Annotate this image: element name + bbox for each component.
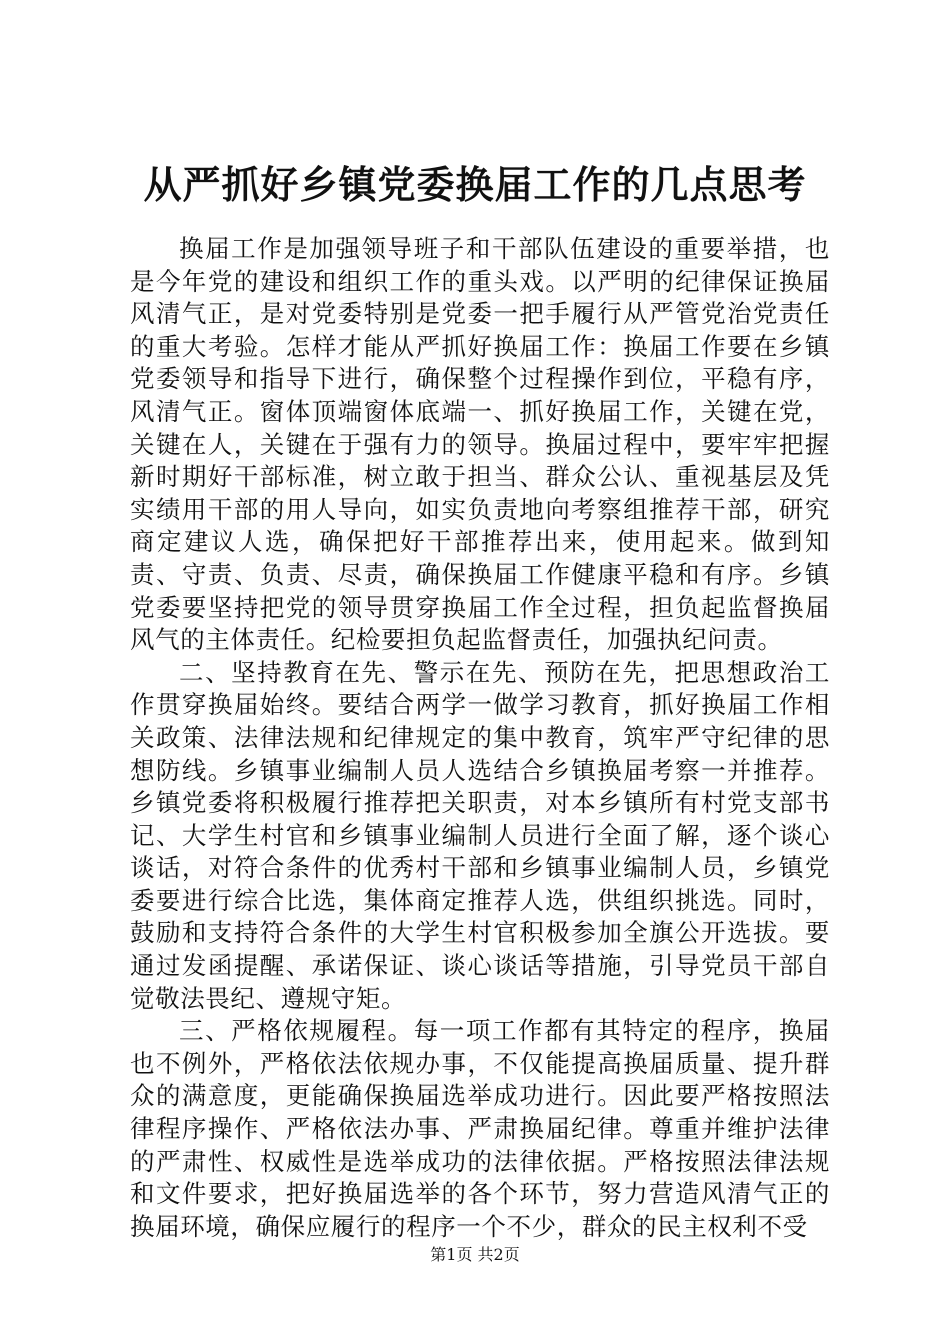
paragraph: 三、严格依规履程。每一项工作都有其特定的程序，换届也不例外，严格依法依规办事，不仅能提高换届质量、提升群众的满意度，更能确保换届选举成功进行。因此要严格按照法律程序操作、严格依法办事、严肃换届纪律。尊重并维护法律的严肃性、权威性是选举成功的法律依据。严格按照法律法规和文件要求，把好换届选举的各个环节，努力营造风清气正的换届环境，确保应履行的程序一个不少，群众的民主权利不受 (130, 1016, 830, 1241)
document-title: 从严抓好乡镇党委换届工作的几点思考 (143, 162, 807, 207)
paragraph: 换届工作是加强领导班子和干部队伍建设的重要举措，也是今年党的建设和组织工作的重头戏。以严明的纪律保证换届风清气正，是对党委特别是党委一把手履行从严管党治党责任的重大考验。怎样才能从严抓好换届工作：换届工作要在乡镇党委领导和指导下进行，确保整个过程操作到位，平稳有序，风清气正。窗体顶端窗体底端一、抓好换届工作，关键在党，关键在人，关键在于强有力的领导。换届过程中，要牢牢把握新时期好干部标准，树立敢于担当、群众公认、重视基层及凭实绩用干部的用人导向，如实负责地向考察组推荐干部，研究商定建议人选，确保把好干部推荐出来，使用起来。做到知责、守责、负责、尽责，确保换届工作健康平稳和有序。乡镇党委要坚持把党的领导贯穿换届工作全过程，担负起监督换届风气的主体责任。纪检要担负起监督责任，加强执纪问责。 (130, 234, 830, 655)
paragraph: 二、坚持教育在先、警示在先、预防在先，把思想政治工作贯穿换届始终。要结合两学一做学习教育，抓好换届工作相关政策、法律法规和纪律规定的集中教育，筑牢严守纪律的思想防线。乡镇事业编制人员人选结合乡镇换届考察一并推荐。乡镇党委将积极履行推荐把关职责，对本乡镇所有村党支部书记、大学生村官和乡镇事业编制人员进行全面了解，逐个谈心谈话，对符合条件的优秀村干部和乡镇事业编制人员，乡镇党委要进行综合比选，集体商定推荐人选，供组织挑选。同时，鼓励和支持符合条件的大学生村官积极参加全旗公开选拔。要通过发函提醒、承诺保证、谈心谈话等措施，引导党员干部自觉敬法畏纪、遵规守矩。 (130, 657, 830, 1013)
document-body (130, 233, 830, 1243)
page-number-footer: 第1页 共2页 (430, 1245, 520, 1264)
